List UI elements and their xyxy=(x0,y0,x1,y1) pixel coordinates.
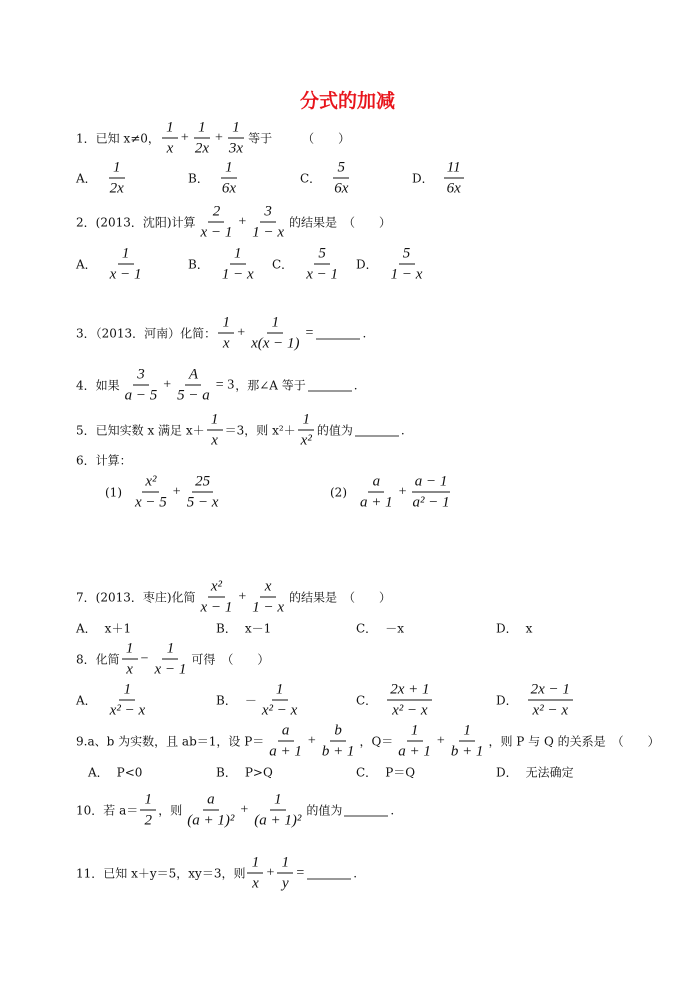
text: 10．若 a＝ xyxy=(76,803,139,818)
text: 的结果是 xyxy=(289,215,338,230)
denominator: a² − 1 xyxy=(412,494,450,511)
denominator: x − 1 xyxy=(200,599,233,616)
text: ＝3，则 x²＋ xyxy=(224,423,296,438)
text: 11．已知 x＋y＝5，xy＝3，则 xyxy=(76,866,246,881)
question-11 xyxy=(76,640,269,679)
denominator: b + 1 xyxy=(450,743,484,760)
fraction xyxy=(184,473,222,512)
denominator: x xyxy=(252,875,259,892)
option-label: C． xyxy=(356,621,378,636)
text: . xyxy=(390,803,395,817)
fraction xyxy=(448,722,487,761)
answer-option[interactable] xyxy=(216,620,271,637)
numerator: 1 xyxy=(228,119,244,139)
text: － xyxy=(244,693,257,708)
text: . xyxy=(353,866,358,880)
text: 1．已知 x≠0， xyxy=(76,131,160,146)
numerator: 1 xyxy=(221,159,237,179)
text: 3．（2013．河南）化简： xyxy=(76,326,217,341)
fraction xyxy=(410,473,453,512)
fraction xyxy=(331,159,351,198)
fraction xyxy=(122,640,138,679)
fraction xyxy=(226,119,246,158)
denominator: x − 1 xyxy=(109,266,142,283)
text: （ ） xyxy=(215,652,270,667)
answer-option[interactable] xyxy=(188,245,259,284)
denominator: x − 5 xyxy=(135,494,167,511)
denominator: 2 xyxy=(144,812,152,829)
option-label: B． xyxy=(216,621,237,636)
denominator: x² xyxy=(300,432,312,449)
denominator: 5 − x xyxy=(186,494,219,511)
numerator: 25 xyxy=(192,473,213,493)
option-label: D． xyxy=(496,693,518,708)
text: 8．化简 xyxy=(76,652,120,667)
operator: + xyxy=(238,589,247,604)
answer-option[interactable] xyxy=(272,245,343,284)
text: x＋1 xyxy=(104,621,132,636)
fraction xyxy=(387,681,432,720)
answer-option[interactable] xyxy=(300,159,353,198)
denominator: x xyxy=(211,432,218,449)
option-label: A． xyxy=(76,257,97,272)
numerator: 1 xyxy=(207,411,223,431)
denominator: a − 5 xyxy=(124,387,158,404)
answer-option[interactable] xyxy=(76,245,146,284)
denominator: x² − x xyxy=(392,702,428,719)
option-label: C． xyxy=(272,257,294,272)
denominator: x − 1 xyxy=(306,266,338,283)
numerator: a xyxy=(278,722,294,742)
text: （ ） xyxy=(337,215,392,230)
numerator: b xyxy=(330,722,346,742)
fraction xyxy=(140,791,156,830)
answer-option[interactable] xyxy=(496,764,574,781)
denominator: 1 − x xyxy=(252,599,285,616)
numerator: a xyxy=(203,791,219,811)
option-label: C． xyxy=(300,171,322,186)
text: . xyxy=(400,423,405,437)
question-5 xyxy=(76,366,358,405)
fraction xyxy=(395,722,434,761)
text: 9.a、b 为实数，且 ab＝1，设 P＝ xyxy=(76,734,265,749)
operator: − xyxy=(140,651,149,666)
answer-option[interactable] xyxy=(496,620,532,637)
option-label: (1) xyxy=(105,485,122,499)
fraction xyxy=(162,119,178,158)
denominator: 1 − x xyxy=(390,266,423,283)
answer-option[interactable] xyxy=(356,245,427,284)
option-label: D． xyxy=(356,257,378,272)
text: （ ） xyxy=(337,590,392,605)
text: . xyxy=(353,378,358,392)
text: 5．已知实数 x 满足 x＋ xyxy=(76,423,205,438)
fraction xyxy=(198,203,236,242)
answer-option[interactable] xyxy=(216,681,302,720)
answer-blank[interactable] xyxy=(316,327,360,340)
numerator: 1 xyxy=(270,791,286,811)
denominator: (a + 1)² xyxy=(187,812,235,829)
fraction xyxy=(388,245,426,284)
denominator: 1 − x xyxy=(221,266,254,283)
fraction xyxy=(152,640,190,679)
text: 的值为 xyxy=(316,423,353,438)
text: P<0 xyxy=(116,765,143,779)
fraction xyxy=(248,314,302,353)
fraction xyxy=(218,314,234,353)
operator: = 3 xyxy=(215,377,235,392)
denominator: a + 1 xyxy=(398,743,431,760)
text: . xyxy=(362,326,367,340)
text: 2．(2013．沈阳)计算 xyxy=(76,215,196,230)
operator: + xyxy=(240,802,249,817)
numerator: 1 xyxy=(218,314,234,334)
denominator: x² − x xyxy=(109,702,146,719)
option-label: C． xyxy=(356,693,378,708)
text: P>Q xyxy=(244,765,273,779)
question-9 xyxy=(76,578,391,617)
answer-option[interactable] xyxy=(356,620,404,637)
fraction xyxy=(249,578,287,617)
question-13 xyxy=(76,722,660,761)
numerator: 1 xyxy=(162,640,178,660)
text: 等于 xyxy=(248,131,273,146)
operator: + xyxy=(436,733,445,748)
question-7 xyxy=(76,452,132,469)
answer-blank[interactable] xyxy=(308,379,352,392)
option-label: B． xyxy=(216,765,237,780)
numerator: 1 xyxy=(230,245,246,265)
answer-option[interactable] xyxy=(496,681,575,720)
operator: + xyxy=(266,865,275,880)
numerator: 3 xyxy=(133,366,149,386)
fraction xyxy=(192,119,212,158)
numerator: 1 xyxy=(140,791,156,811)
fraction xyxy=(219,245,257,284)
denominator: x − 1 xyxy=(200,224,233,241)
text: 可得 xyxy=(191,652,216,667)
numerator: 1 xyxy=(118,245,134,265)
answer-blank[interactable] xyxy=(344,804,388,817)
answer-option[interactable] xyxy=(88,764,142,781)
denominator: 1 − x xyxy=(252,224,285,241)
operator: + xyxy=(238,214,247,229)
text: （ ） xyxy=(605,734,660,749)
operator: + xyxy=(172,484,181,499)
denominator: 2x xyxy=(109,180,124,197)
fraction xyxy=(132,473,170,512)
text: ，则 xyxy=(158,803,183,818)
question-16 xyxy=(76,854,357,893)
question-6 xyxy=(76,411,405,450)
numerator: 1 xyxy=(247,854,263,874)
operator: + xyxy=(215,130,223,145)
answer-blank[interactable] xyxy=(307,867,351,880)
denominator: 2x xyxy=(194,140,209,157)
answer-option[interactable] xyxy=(356,764,415,781)
denominator: 6x xyxy=(446,180,461,197)
answer-option[interactable] xyxy=(76,681,150,720)
text: 无法确定 xyxy=(525,765,574,780)
numerator: 2x + 1 xyxy=(387,681,432,701)
text: P＝Q xyxy=(385,765,416,780)
text: （ ） xyxy=(272,131,351,146)
fraction xyxy=(357,473,396,512)
denominator: a + 1 xyxy=(269,743,302,760)
option-label: B． xyxy=(216,693,237,708)
text: x xyxy=(525,621,533,635)
denominator: x xyxy=(222,335,230,352)
fraction xyxy=(198,578,236,617)
operator: + xyxy=(180,130,189,145)
operator: + xyxy=(237,325,246,340)
denominator: b + 1 xyxy=(321,743,355,760)
numerator: 5 xyxy=(314,245,330,265)
answer-blank[interactable] xyxy=(355,424,399,437)
fraction xyxy=(319,722,358,761)
question-4 xyxy=(76,314,366,353)
numerator: 1 xyxy=(298,411,314,431)
fraction xyxy=(259,681,300,720)
denominator: y xyxy=(282,875,289,892)
numerator: 3 xyxy=(260,203,276,223)
answer-option[interactable] xyxy=(216,764,273,781)
numerator: 11 xyxy=(444,159,464,179)
numerator: 1 xyxy=(267,314,283,334)
option-label: D． xyxy=(412,171,434,186)
denominator: x xyxy=(126,661,133,678)
denominator: x − 1 xyxy=(154,661,187,678)
numerator: 2x − 1 xyxy=(528,681,573,701)
fraction xyxy=(298,411,315,450)
fraction xyxy=(207,411,223,450)
fraction xyxy=(247,854,263,893)
numerator: 1 xyxy=(119,681,135,701)
text: x－1 xyxy=(244,621,272,636)
numerator: 1 xyxy=(194,119,210,139)
numerator: 1 xyxy=(277,854,293,874)
numerator: a − 1 xyxy=(412,473,451,493)
numerator: x² xyxy=(142,473,159,493)
option-label: B． xyxy=(188,257,209,272)
fraction xyxy=(277,854,293,893)
fraction xyxy=(249,203,287,242)
page-title: 分式的加减 xyxy=(299,90,395,112)
text: ，则 P 与 Q 的关系是 xyxy=(488,734,606,749)
numerator: 1 xyxy=(162,119,178,139)
operator: + xyxy=(307,733,316,748)
numerator: 5 xyxy=(399,245,415,265)
text: 6．计算： xyxy=(76,453,132,468)
fraction xyxy=(184,791,237,830)
fraction xyxy=(266,722,305,761)
question-2 xyxy=(76,203,391,242)
text: 的值为 xyxy=(306,803,343,818)
numerator: 1 xyxy=(272,681,288,701)
text: 的结果是 xyxy=(289,590,338,605)
fraction xyxy=(107,245,145,284)
option-label: C． xyxy=(356,765,378,780)
operator: + xyxy=(163,377,172,392)
denominator: x xyxy=(166,140,174,157)
fraction xyxy=(107,159,127,198)
text: 7．(2013．枣庄)化简 xyxy=(76,590,196,605)
text: 4．如果 xyxy=(76,378,120,393)
answer-option[interactable] xyxy=(105,473,223,512)
numerator: 1 xyxy=(407,722,423,742)
fraction xyxy=(251,791,304,830)
denominator: x(x − 1) xyxy=(251,335,300,352)
denominator: a + 1 xyxy=(360,494,393,511)
numerator: x² xyxy=(208,578,225,598)
answer-option[interactable] xyxy=(356,681,434,720)
fraction xyxy=(444,159,464,198)
answer-option[interactable] xyxy=(76,159,129,198)
numerator: 5 xyxy=(333,159,349,179)
operator: = xyxy=(296,865,305,880)
numerator: 1 xyxy=(109,159,125,179)
fraction xyxy=(303,245,341,284)
text: ，Q＝ xyxy=(359,734,394,749)
fraction xyxy=(107,681,148,720)
answer-option[interactable] xyxy=(188,159,241,198)
denominator: x² − x xyxy=(532,702,568,719)
numerator: 1 xyxy=(459,722,475,742)
fraction xyxy=(219,159,239,198)
option-label: A． xyxy=(88,765,109,780)
answer-option[interactable] xyxy=(76,620,131,637)
answer-option[interactable] xyxy=(412,159,466,198)
denominator: 5 − a xyxy=(177,387,210,404)
denominator: 3x xyxy=(228,140,244,157)
option-label: A． xyxy=(76,621,97,636)
option-label: A． xyxy=(76,693,97,708)
numerator: 1 xyxy=(122,640,138,660)
fraction xyxy=(174,366,213,405)
numerator: a xyxy=(368,473,384,493)
denominator: x² − x xyxy=(261,702,298,719)
operator: = xyxy=(305,325,314,340)
option-label: D． xyxy=(496,621,518,636)
denominator: (a + 1)² xyxy=(254,812,302,829)
operator: + xyxy=(398,484,407,499)
option-label: B． xyxy=(188,171,209,186)
fraction xyxy=(528,681,573,720)
numerator: A xyxy=(185,366,201,386)
option-label: (2) xyxy=(330,485,347,499)
numerator: 2 xyxy=(208,203,224,223)
fraction xyxy=(122,366,161,405)
option-label: D． xyxy=(496,765,518,780)
question-0 xyxy=(76,119,350,158)
option-label: A． xyxy=(76,171,97,186)
denominator: 6x xyxy=(334,180,349,197)
text: －x xyxy=(385,621,404,636)
answer-option[interactable] xyxy=(330,473,455,512)
question-15 xyxy=(76,791,394,830)
text: ，那∠A 等于 xyxy=(235,378,306,393)
denominator: 6x xyxy=(221,180,236,197)
numerator: x xyxy=(260,578,276,598)
